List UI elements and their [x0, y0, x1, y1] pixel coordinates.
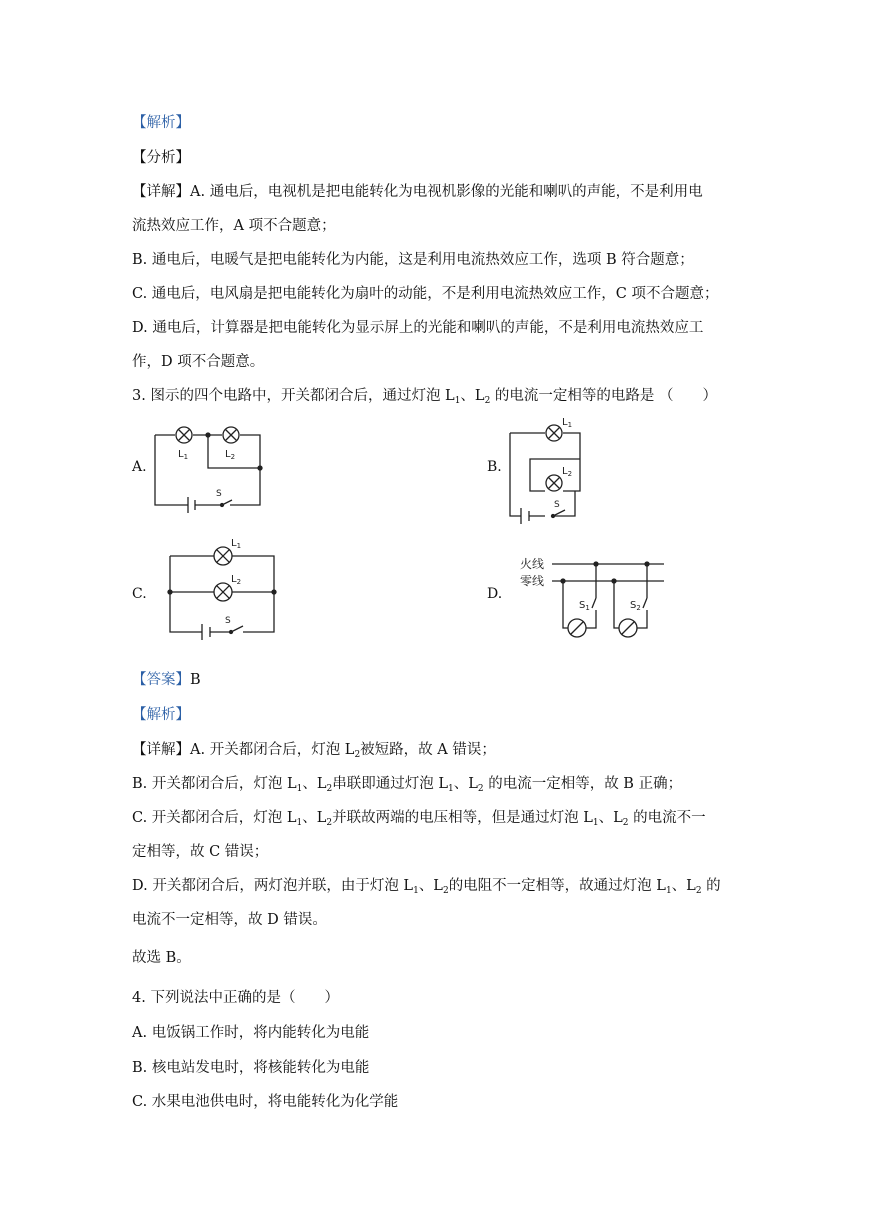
switch-s1-label: $S_1$: [579, 600, 590, 612]
battery-icon: [188, 497, 195, 513]
answer-conclusion: 故选 B。: [132, 950, 191, 966]
analysis-heading: 【解析】: [132, 115, 190, 131]
circuit-d-diagram: [520, 552, 670, 647]
answer-explanation-d-line2: 电流不一定相等，故 D 错误。: [132, 912, 327, 928]
lamp-l2-label: $L_2$: [231, 574, 242, 586]
q2-explanation-d-line2: 作，D 项不合题意。: [132, 354, 265, 370]
option-a-label: A.: [132, 459, 147, 475]
answer-explanation-c-line1: C. 开关都闭合后，灯泡 $L_1$、$L_2$并联故两端的电压相等，但是通过灯泡 $L_1$、$L_2$ 的电流不一: [132, 810, 706, 828]
q2-a-text: A. 通电后，电视机是把电能转化为电视机影像的光能和喇叭的声能，不是利用电: [190, 184, 703, 200]
answer-line: [132, 670, 201, 690]
analysis-heading-2: 【解析】: [132, 707, 190, 723]
zero-wire-label: 零线: [520, 574, 545, 588]
answer-explanation-d-line1: D. 开关都闭合后，两灯泡并联，由于灯泡 $L_1$、$L_2$的电阻不一定相等，故通过灯泡 $L_1$、$L_2$ 的: [132, 878, 721, 896]
option-b-label: B.: [487, 459, 502, 475]
answer-explanation-a: 【详解】A. 开关都闭合后，灯泡 $L_2$被短路，故 A 错误；: [132, 742, 496, 760]
battery-icon: [521, 508, 529, 524]
answer-explanation-c-line2: 定相等，故 C 错误；: [132, 844, 269, 860]
option-c-label: C.: [132, 586, 147, 602]
q4-option-c: C. 水果电池供电时，将电能转化为化学能: [132, 1094, 399, 1110]
analysis-subheading: 【分析】: [132, 150, 190, 166]
answer-value: B: [190, 672, 201, 688]
switch-icon: [553, 510, 565, 516]
q2-explanation-c: C. 通电后，电风扇是把电能转化为扇叶的动能，不是利用电流热效应工作，C 项不合题意；: [132, 286, 719, 302]
switch-label: S: [554, 500, 560, 510]
q2-explanation-a-line2: 流热效应工作，A 项不合题意；: [132, 218, 336, 234]
lamp-l1-label: $L_1$: [178, 449, 189, 461]
switch-icon: [231, 626, 243, 632]
q2-explanation-a-line1: [132, 182, 703, 202]
switch-label: S: [216, 489, 222, 499]
switch-s2-label: $S_2$: [630, 600, 641, 612]
circuit-a-diagram: [150, 420, 270, 520]
lamp-l2-label: $L_2$: [562, 466, 573, 478]
q4-option-b: B. 核电站发电时，将核能转化为电能: [132, 1060, 370, 1076]
q2-explanation-b: B. 通电后，电暖气是把电能转化为内能，这是利用电流热效应工作，选项 B 符合题意；: [132, 252, 694, 268]
answer-explanation-b: B. 开关都闭合后，灯泡 $L_1$、$L_2$串联即通过灯泡 $L_1$、$L_2$ 的电流一定相等，故 B 正确；: [132, 776, 683, 794]
switch-icon: [614, 564, 647, 628]
lamp-l1-label: $L_1$: [231, 538, 242, 550]
lamp-l1-label: $L_1$: [562, 417, 573, 429]
lamp-l2-label: $L_2$: [225, 449, 236, 461]
q3-stem: 3. 图示的四个电路中，开关都闭合后，通过灯泡 $L_1$、$L_2$ 的电流一定相等的电路是 （ ）: [132, 388, 718, 406]
switch-icon: [222, 500, 232, 505]
q4-stem: 4. 下列说法中正确的是（ ）: [132, 990, 339, 1006]
answer-bracket: 【答案】: [132, 672, 190, 688]
option-d-label: D.: [487, 586, 503, 602]
circuit-c-diagram: [165, 538, 280, 638]
circuit-b-diagram: [505, 416, 595, 526]
q2-explanation-d-line1: D. 通电后，计算器是把电能转化为显示屏上的光能和喇叭的声能，不是利用电流热效应工: [132, 320, 704, 336]
fire-wire-label: 火线: [520, 557, 545, 571]
detail-bracket: 【详解】: [132, 184, 190, 200]
switch-label: S: [225, 616, 231, 626]
q4-option-a: A. 电饭锅工作时，将内能转化为电能: [132, 1025, 370, 1041]
battery-icon: [202, 624, 210, 640]
